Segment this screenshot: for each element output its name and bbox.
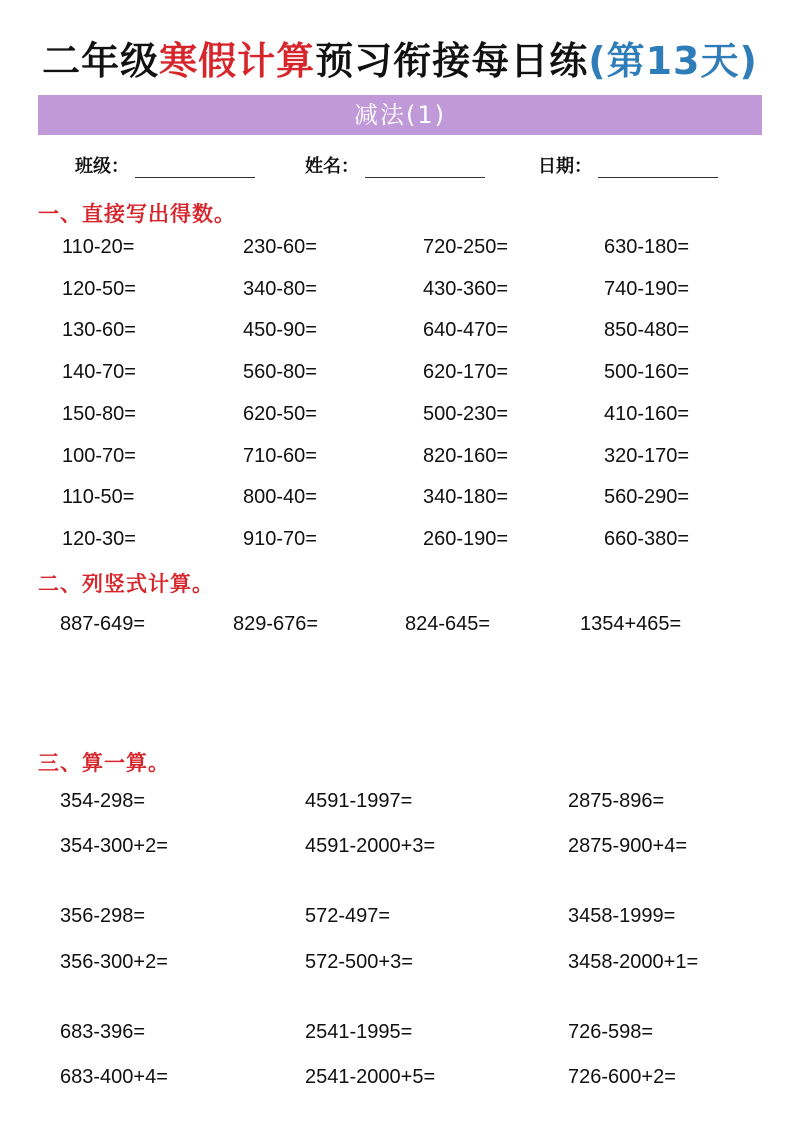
calc-problem: 3458-2000+1=	[568, 951, 699, 973]
oral-problem: 230-60=	[243, 236, 317, 258]
class-label: 班级：	[75, 156, 129, 177]
oral-problem: 800-40=	[243, 486, 317, 509]
oral-problem: 120-30=	[62, 527, 136, 550]
calc-problem: 354-298=	[60, 790, 146, 812]
oral-problem: 410-160=	[604, 402, 690, 425]
oral-problem: 320-170=	[604, 444, 690, 467]
title-rest: 预习衔接每日练	[315, 39, 589, 83]
oral-problem: 120-50=	[62, 277, 136, 300]
title-highlight: 寒假计算	[159, 39, 316, 83]
calc-problem: 2875-900+4=	[568, 835, 688, 857]
oral-problem: 260-190=	[423, 527, 509, 550]
oral-problem: 560-290=	[604, 486, 690, 509]
calc-problem: 2541-1995=	[305, 1021, 413, 1043]
section3-title: 三、算一算。	[38, 750, 170, 775]
date-field	[538, 152, 718, 182]
oral-problem: 850-480=	[604, 319, 690, 342]
name-field	[305, 152, 485, 182]
calc-problem: 683-400+4=	[60, 1066, 168, 1088]
oral-problem: 100-70=	[62, 444, 136, 467]
oral-problem: 110-50=	[62, 486, 135, 509]
calc-problem: 683-396=	[60, 1021, 146, 1043]
vertical-problem: 887-649=	[60, 613, 146, 635]
oral-problem: 740-190=	[604, 277, 690, 300]
oral-problem: 640-470=	[423, 319, 509, 342]
oral-problem: 620-170=	[423, 361, 509, 384]
calc-problem: 726-598=	[568, 1021, 654, 1043]
calc-problem: 572-500+3=	[305, 951, 413, 973]
oral-problem: 340-80=	[243, 277, 317, 300]
oral-problem: 150-80=	[62, 402, 136, 425]
oral-problem: 720-250=	[423, 236, 509, 258]
date-label: 日期：	[538, 156, 592, 177]
vertical-problem: 829-676=	[233, 613, 319, 635]
oral-problem: 820-160=	[423, 444, 509, 467]
oral-problem: 910-70=	[243, 527, 317, 550]
oral-problem: 500-160=	[604, 361, 690, 384]
section2-title: 二、列竖式计算。	[38, 571, 214, 596]
oral-problem: 630-180=	[604, 236, 690, 258]
calc-problem: 356-300+2=	[60, 951, 168, 973]
calc-problem: 356-298=	[60, 905, 146, 927]
calc-problem: 2875-896=	[568, 790, 665, 812]
oral-problem: 110-20=	[62, 236, 135, 258]
oral-problem: 450-90=	[243, 319, 317, 342]
oral-problem: 340-180=	[423, 486, 509, 509]
name-label: 姓名：	[305, 156, 359, 177]
oral-problem: 660-380=	[604, 527, 690, 550]
calc-problem: 2541-2000+5=	[305, 1066, 436, 1088]
oral-problem: 620-50=	[243, 402, 317, 425]
title-day: (第13天)	[588, 39, 758, 83]
name-blank[interactable]	[365, 156, 485, 178]
oral-problem: 500-230=	[423, 402, 509, 425]
class-blank[interactable]	[135, 156, 255, 178]
class-field	[75, 152, 255, 182]
oral-problem: 140-70=	[62, 361, 136, 384]
oral-problem: 430-360=	[423, 277, 509, 300]
subtitle-bar: 减法(1)	[38, 95, 762, 135]
calc-problem: 572-497=	[305, 905, 391, 927]
calc-problem: 4591-1997=	[305, 790, 413, 812]
section1-title: 一、直接写出得数。	[38, 201, 236, 226]
oral-problem: 710-60=	[243, 444, 317, 467]
calc-problem: 726-600+2=	[568, 1066, 676, 1088]
oral-problem: 560-80=	[243, 361, 317, 384]
vertical-problem: 824-645=	[405, 613, 491, 635]
calc-problem: 354-300+2=	[60, 835, 168, 857]
date-blank[interactable]	[598, 156, 718, 178]
title-grade: 二年级	[42, 39, 160, 83]
calc-problem: 4591-2000+3=	[305, 835, 436, 857]
vertical-problem: 1354+465=	[580, 613, 682, 635]
oral-problem: 130-60=	[62, 319, 136, 342]
page-title	[0, 30, 800, 86]
calc-problem: 3458-1999=	[568, 905, 676, 927]
